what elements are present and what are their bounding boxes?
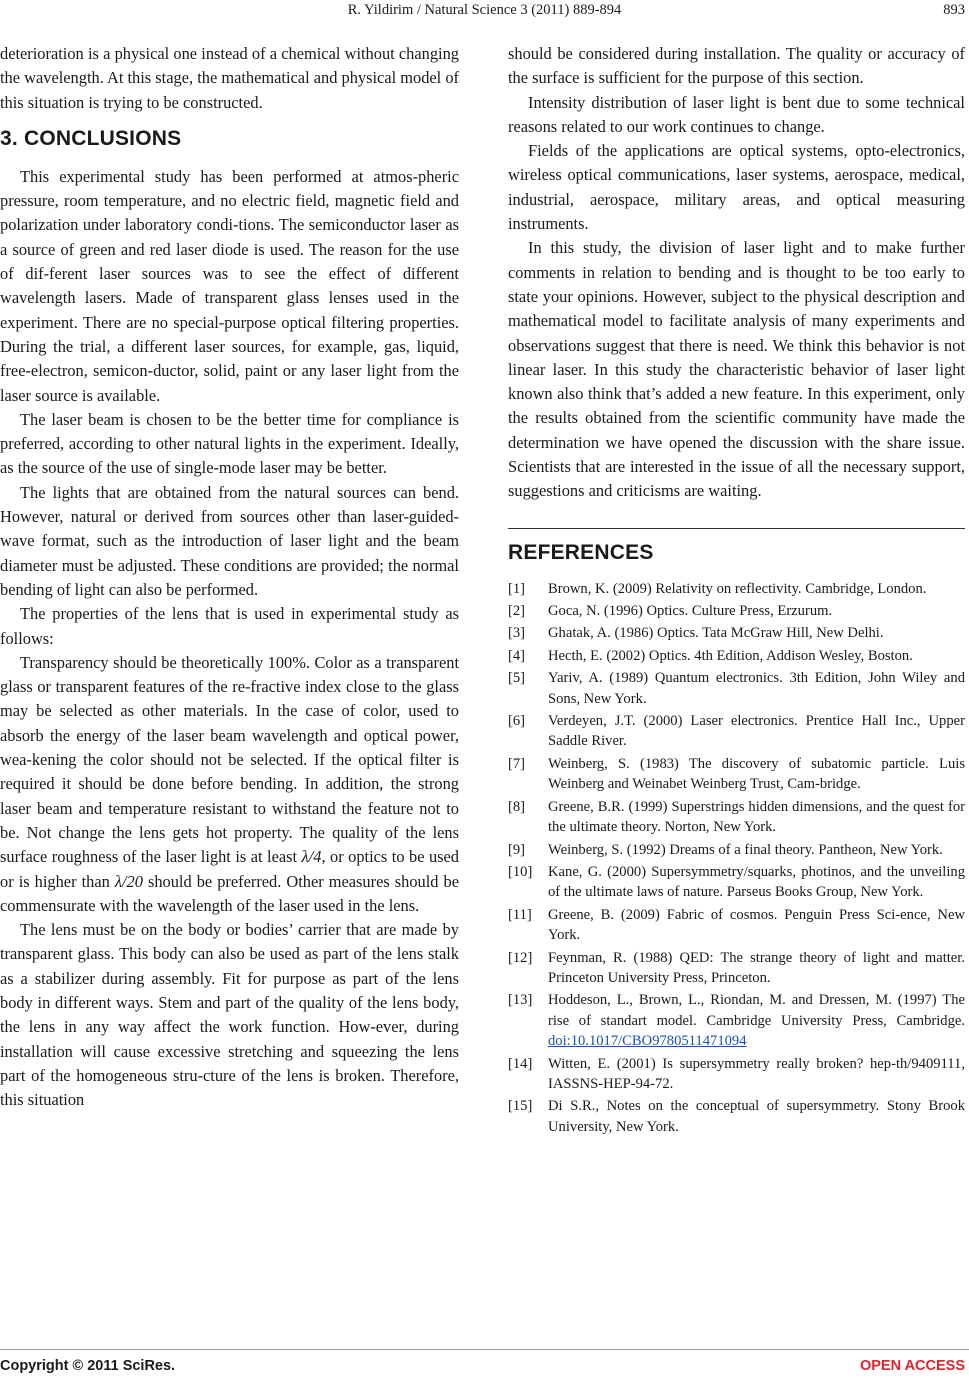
reference-item <box>508 668 965 709</box>
reference-text <box>548 948 965 989</box>
reference-item <box>508 646 965 666</box>
reference-text <box>548 601 965 621</box>
reference-number: [2] <box>508 603 526 620</box>
paragraph: The lens must be on the body or bodies’ carrier that are made by transparent glass. This body can also be used as part of the lens stalk as a stabilizer during assembly. Fit for purpose as part of the lens body in different ways. Stem and part of the quality of the lens body, the lens in any way affect the work function. How-ever, during installation will cause excessive stretching and squeezing the lens part of the homogeneous stru-cture of the lens is broken. Therefore, this situation <box>0 920 459 1110</box>
reference-number: [4] <box>508 647 526 664</box>
left-column <box>0 42 459 1112</box>
reference-item <box>508 905 965 946</box>
reference-number: [13] <box>508 992 533 1009</box>
reference-citation: Hoddeson, L., Brown, L., Riondan, M. and Dressen, M. (1997) The rise of standart model. Cambridge University Press, Cambridge. <box>548 992 965 1029</box>
doi-link[interactable]: doi:10.1017/CBO9780511471094 <box>548 1033 747 1050</box>
reference-text <box>548 797 965 838</box>
paragraph: In this study, the division of laser light and to make further comments in relation to bending and is thought to be too early to state your opinions. However, subject to the physical description and mathematical model to facilitate analysis of many experiments and observations suggest that there is need. We think this behavior is not linear laser. In this study the characteristic behavior of laser light known also think that’s added a new feature. In this experiment, only the results obtained from the scientific community have made the determination we have opened the discussion with the share issue. Scientists that are interested in the issue of all the necessary support, suggestions and criticisms are waiting. <box>508 238 965 501</box>
reference-citation: Goca, N. (1996) Optics. Culture Press, Erzurum. <box>548 603 833 620</box>
references-heading: REFERENCES <box>508 540 654 564</box>
reference-number: [8] <box>508 798 526 815</box>
reference-item <box>508 948 965 989</box>
reference-text <box>548 579 965 599</box>
reference-text <box>548 623 965 643</box>
math-lambda-4: λ/4 <box>301 847 322 867</box>
page-footer <box>0 1358 969 1382</box>
reference-number: [1] <box>508 580 526 597</box>
section-divider <box>508 528 965 529</box>
paragraph: Fields of the applications are optical systems, opto-electronics, wireless optical communications, laser systems, aerospace, medical, industrial, aerospace, military areas, and optical measuring instruments. <box>508 141 965 234</box>
reference-number: [11] <box>508 906 532 923</box>
paragraph: Intensity distribution of laser light is bent due to some technical reasons related to our work continues to change. <box>508 92 965 136</box>
reference-item <box>508 579 965 599</box>
paragraph: This experimental study has been performed at atmos-pheric pressure, room temperature, and no electric field, magnetic field and polarization under laboratory condi-tions. The semiconductor laser as a source of green and red laser diode is used. The reason for the use of dif-ferent laser sources was to see the effect of different wavelength lasers. Made of transparent glass lenses used in the experiment. There are no special-purpose optical filtering properties. During the trial, a different laser sources, for example, gas, liquid, free-electron, semicon-ductor, solid, paint or any laser light from the laser source is available. <box>0 166 459 405</box>
reference-item <box>508 711 965 752</box>
intro-paragraph: deterioration is a physical one instead of a chemical without changing the wavelength. At this stage, the mathematical and physical model of this situation is trying to be constructed. <box>0 44 459 112</box>
reference-text <box>548 862 965 903</box>
reference-number: [14] <box>508 1055 533 1072</box>
reference-number: [12] <box>508 949 533 966</box>
reference-item <box>508 797 965 838</box>
footer-divider <box>0 1349 969 1350</box>
paragraph <box>0 651 459 918</box>
reference-number: [9] <box>508 841 526 858</box>
reference-number: [3] <box>508 625 526 642</box>
reference-citation: Witten, E. (2001) Is supersymmetry really broken? hep-th/9409111, IASSNS-HEP-94-72. <box>548 1055 965 1092</box>
right-column <box>508 42 965 1139</box>
conclusions-heading: 3. CONCLUSIONS <box>0 126 182 150</box>
reference-item <box>508 840 965 860</box>
reference-text <box>548 668 965 709</box>
reference-text <box>548 646 965 666</box>
reference-text <box>548 754 965 795</box>
reference-citation: Yariv, A. (1989) Quantum electronics. 3th Edition, John Wiley and Sons, New York. <box>548 670 965 707</box>
reference-text <box>548 840 965 860</box>
reference-citation: Greene, B. (2009) Fabric of cosmos. Penguin Press Sci-ence, New York. <box>548 906 965 944</box>
reference-citation: Kane, G. (2000) Supersymmetry/squarks, photinos, and the unveiling of the ultimate laws of nature. Parseus Books Group, New York. <box>548 863 965 901</box>
reference-number: [7] <box>508 755 526 772</box>
reference-text <box>548 711 965 752</box>
reference-item <box>508 754 965 795</box>
reference-number: [6] <box>508 713 526 730</box>
reference-item <box>508 1054 965 1095</box>
copyright-notice: Copyright © 2011 SciRes. <box>0 1358 176 1374</box>
reference-citation: Brown, K. (2009) Relativity on reflectivity. Cambridge, London. <box>548 580 927 597</box>
page-header <box>0 2 969 24</box>
reference-text <box>548 905 965 946</box>
reference-text <box>548 990 965 1051</box>
reference-citation: Di S.R., Notes on the conceptual of supersymmetry. Stony Brook University, New York. <box>548 1098 965 1135</box>
page-number: 893 <box>943 2 965 18</box>
paragraph: The laser beam is chosen to be the better time for compliance is preferred, according to other natural lights in the experiment. Ideally, as the source of the use of single-mode laser may be better. <box>0 409 459 478</box>
reference-number: [15] <box>508 1098 533 1115</box>
reference-citation: Hecth, E. (2002) Optics. 4th Edition, Addison Wesley, Boston. <box>548 647 913 664</box>
reference-item <box>508 990 965 1051</box>
reference-list <box>508 579 965 1138</box>
reference-citation: Feynman, R. (1988) QED: The strange theory of light and matter. Princeton University Press, Princeton. <box>548 949 965 986</box>
reference-citation: Greene, B.R. (1999) Superstrings hidden dimensions, and the quest for the ultimate theory. Norton, New York. <box>548 798 965 836</box>
reference-item <box>508 1096 965 1137</box>
text-span: Transparency should be theoretically 100%. Color as a transparent glass or transparent features of the re-fractive index close to the glass may be selected as other materials. In the case of color, used to absorb the energy of the laser beam wavelength and optical power, wea-kening the color should not be selected. If the optical filter is required it should be done before bending. In addition, the strong laser beam and temperature resistant to withstand the feature not to be. Not change the lens gets hot property. The quality of the lens surface roughness of the laser light is at least <box>0 652 459 867</box>
open-access-label: OPEN ACCESS <box>859 1358 965 1374</box>
reference-citation: Ghatak, A. (1986) Optics. Tata McGraw Hill, New Delhi. <box>548 625 884 642</box>
math-lambda-20: λ/20 <box>114 871 143 891</box>
text-span: , or optics to be used or is higher than <box>0 847 460 891</box>
paragraph: The properties of the lens that is used in experimental study as follows: <box>0 604 459 648</box>
reference-citation: Weinberg, S. (1983) The discovery of subatomic particle. Luis Weinberg and Weinabet Weinberg Trust, Cam-bridge. <box>548 755 965 793</box>
reference-item <box>508 862 965 903</box>
reference-citation: Weinberg, S. (1992) Dreams of a final theory. Pantheon, New York. <box>548 841 943 858</box>
paragraph: The lights that are obtained from the natural sources can bend. However, natural or derived from sources other than laser-guided-wave format, such as the introduction of laser light and the beam diameter must be adjusted. These conditions are provided; the normal bending of light can also be performed. <box>0 482 459 599</box>
text-span: should be preferred. Other measures should be commensurate with the wavelength of the laser used in the lens. <box>0 871 459 915</box>
reference-number: [10] <box>508 863 533 880</box>
reference-citation: Verdeyen, J.T. (2000) Laser electronics. Prentice Hall Inc., Upper Saddle River. <box>548 713 965 750</box>
reference-text <box>548 1096 965 1137</box>
reference-number: [5] <box>508 670 526 687</box>
intro-paragraph: should be considered during installation. The quality or accuracy of the surface is sufficient for the purpose of this section. <box>508 44 965 88</box>
running-title: R. Yildirim / Natural Science 3 (2011) 889-894 <box>347 2 622 18</box>
reference-item <box>508 601 965 621</box>
reference-text <box>548 1054 965 1095</box>
reference-item <box>508 623 965 643</box>
